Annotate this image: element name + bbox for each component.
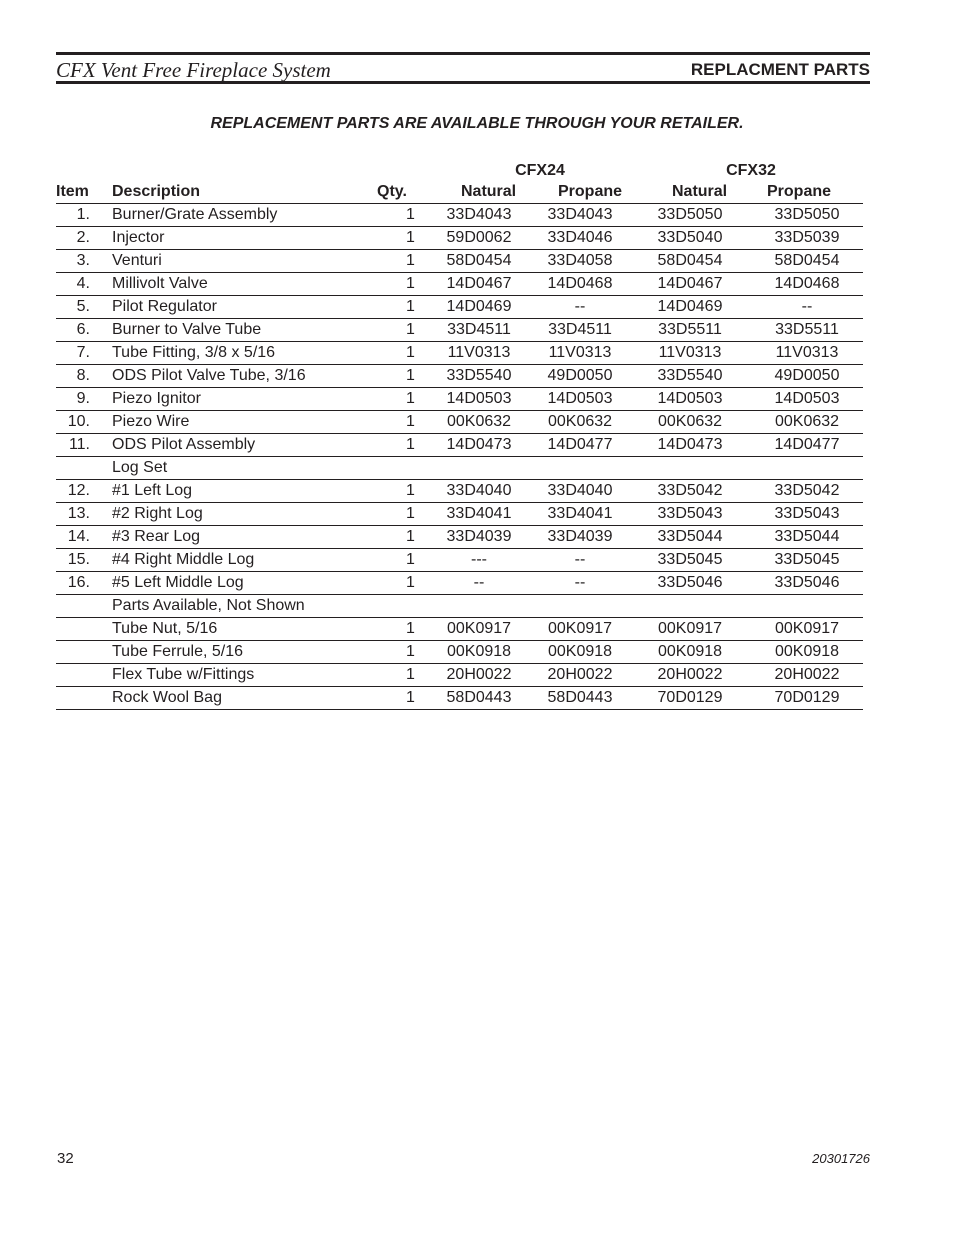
item-number-cell xyxy=(56,457,90,480)
cfx32-natural-cell: 33D5044 xyxy=(629,526,751,549)
cfx24-natural-cell: 00K0632 xyxy=(427,411,531,434)
cfx32-natural-cell xyxy=(629,457,751,480)
cfx32-propane-cell: 33D5050 xyxy=(751,204,863,227)
description-cell: Tube Nut, 5/16 xyxy=(90,618,394,641)
table-row xyxy=(56,342,863,365)
item-number-cell xyxy=(56,687,90,710)
description-cell: ODS Pilot Valve Tube, 3/16 xyxy=(90,365,394,388)
item-number-cell: 3. xyxy=(56,250,90,273)
description-cell: Log Set xyxy=(90,457,394,480)
group-header-cfx32: CFX32 xyxy=(726,162,776,179)
description-cell: #4 Right Middle Log xyxy=(90,549,394,572)
cfx24-natural-cell: --- xyxy=(427,549,531,572)
cfx32-natural-cell: 00K0917 xyxy=(629,618,751,641)
column-header-cfx32-natural: Natural xyxy=(672,183,728,200)
section-title: REPLACMENT PARTS xyxy=(690,60,870,79)
table-row xyxy=(56,457,863,480)
description-cell: #1 Left Log xyxy=(90,480,394,503)
cfx32-propane-cell: -- xyxy=(751,296,863,319)
cfx32-propane-cell: 33D5044 xyxy=(751,526,863,549)
item-number-cell xyxy=(56,664,90,687)
cfx24-propane-cell: 33D4041 xyxy=(531,503,629,526)
cfx32-propane-cell: 00K0918 xyxy=(751,641,863,664)
qty-cell: 1 xyxy=(394,480,427,503)
cfx32-natural-cell: 58D0454 xyxy=(629,250,751,273)
cfx32-propane-cell: 11V0313 xyxy=(751,342,863,365)
item-number-cell: 10. xyxy=(56,411,90,434)
description-cell: #5 Left Middle Log xyxy=(90,572,394,595)
cfx24-propane-cell: 11V0313 xyxy=(531,342,629,365)
cfx24-natural-cell: 59D0062 xyxy=(427,227,531,250)
cfx32-natural-cell: 33D5046 xyxy=(629,572,751,595)
cfx32-natural-cell: 33D5040 xyxy=(629,227,751,250)
cfx24-propane-cell: 00K0918 xyxy=(531,641,629,664)
cfx32-propane-cell xyxy=(751,457,863,480)
qty-cell: 1 xyxy=(394,434,427,457)
cfx24-propane-cell: 20H0022 xyxy=(531,664,629,687)
column-header-qty: Qty. xyxy=(377,183,407,200)
qty-cell: 1 xyxy=(394,227,427,250)
item-number-cell: 7. xyxy=(56,342,90,365)
table-row xyxy=(56,411,863,434)
cfx24-propane-cell: 49D0050 xyxy=(531,365,629,388)
cfx24-natural-cell: 14D0467 xyxy=(427,273,531,296)
table-row xyxy=(56,319,863,342)
cfx24-natural-cell: 11V0313 xyxy=(427,342,531,365)
item-number-cell: 14. xyxy=(56,526,90,549)
cfx24-propane-cell: 33D4040 xyxy=(531,480,629,503)
cfx24-natural-cell: 00K0917 xyxy=(427,618,531,641)
cfx24-natural-cell: 14D0473 xyxy=(427,434,531,457)
cfx32-propane-cell: 33D5045 xyxy=(751,549,863,572)
table-row xyxy=(56,549,863,572)
cfx24-propane-cell: 14D0503 xyxy=(531,388,629,411)
cfx32-natural-cell: 33D5042 xyxy=(629,480,751,503)
cfx32-natural-cell: 33D5511 xyxy=(629,319,751,342)
table-row xyxy=(56,296,863,319)
item-number-cell xyxy=(56,641,90,664)
description-cell: Burner to Valve Tube xyxy=(90,319,394,342)
cfx24-propane-cell: -- xyxy=(531,572,629,595)
item-number-cell: 8. xyxy=(56,365,90,388)
cfx32-natural-cell: 00K0918 xyxy=(629,641,751,664)
cfx24-natural-cell xyxy=(427,457,531,480)
cfx24-natural-cell: 33D4041 xyxy=(427,503,531,526)
cfx32-natural-cell: 00K0632 xyxy=(629,411,751,434)
cfx32-propane-cell: 49D0050 xyxy=(751,365,863,388)
table-row xyxy=(56,273,863,296)
cfx32-natural-cell: 33D5043 xyxy=(629,503,751,526)
table-row xyxy=(56,526,863,549)
page-number: 32 xyxy=(57,1150,74,1167)
description-cell: Piezo Wire xyxy=(90,411,394,434)
page-header xyxy=(56,52,870,84)
item-number-cell: 4. xyxy=(56,273,90,296)
description-cell: Tube Fitting, 3/8 x 5/16 xyxy=(90,342,394,365)
table-row xyxy=(56,480,863,503)
description-cell: ODS Pilot Assembly xyxy=(90,434,394,457)
cfx32-propane-cell: 00K0632 xyxy=(751,411,863,434)
qty-cell: 1 xyxy=(394,641,427,664)
cfx32-propane-cell: 33D5042 xyxy=(751,480,863,503)
qty-cell xyxy=(394,595,427,618)
cfx32-natural-cell: 14D0469 xyxy=(629,296,751,319)
item-number-cell: 9. xyxy=(56,388,90,411)
cfx24-natural-cell: 33D4043 xyxy=(427,204,531,227)
cfx32-natural-cell: 70D0129 xyxy=(629,687,751,710)
qty-cell: 1 xyxy=(394,388,427,411)
cfx24-natural-cell xyxy=(427,595,531,618)
description-cell: Parts Available, Not Shown xyxy=(90,595,394,618)
cfx24-propane-cell xyxy=(531,595,629,618)
item-number-cell: 16. xyxy=(56,572,90,595)
cfx24-propane-cell: 33D4039 xyxy=(531,526,629,549)
cfx24-propane-cell: 14D0468 xyxy=(531,273,629,296)
cfx32-propane-cell: 20H0022 xyxy=(751,664,863,687)
item-number-cell: 1. xyxy=(56,204,90,227)
description-cell: #2 Right Log xyxy=(90,503,394,526)
table-row xyxy=(56,365,863,388)
item-number-cell: 11. xyxy=(56,434,90,457)
column-header-cfx24-natural: Natural xyxy=(461,183,517,200)
item-number-cell xyxy=(56,618,90,641)
table-row xyxy=(56,687,863,710)
item-number-cell: 13. xyxy=(56,503,90,526)
cfx32-propane-cell: 70D0129 xyxy=(751,687,863,710)
qty-cell: 1 xyxy=(394,342,427,365)
cfx24-propane-cell: 14D0477 xyxy=(531,434,629,457)
cfx24-propane-cell: 00K0917 xyxy=(531,618,629,641)
table-row xyxy=(56,595,863,618)
description-cell: Rock Wool Bag xyxy=(90,687,394,710)
item-number-cell: 5. xyxy=(56,296,90,319)
parts-table-body xyxy=(56,204,863,710)
cfx24-natural-cell: 58D0443 xyxy=(427,687,531,710)
qty-cell: 1 xyxy=(394,273,427,296)
table-row xyxy=(56,618,863,641)
cfx32-propane-cell: 14D0468 xyxy=(751,273,863,296)
item-number-cell: 15. xyxy=(56,549,90,572)
cfx32-propane-cell: 33D5043 xyxy=(751,503,863,526)
cfx24-natural-cell: 20H0022 xyxy=(427,664,531,687)
cfx32-natural-cell: 14D0503 xyxy=(629,388,751,411)
description-cell: Millivolt Valve xyxy=(90,273,394,296)
cfx24-natural-cell: 33D4039 xyxy=(427,526,531,549)
qty-cell: 1 xyxy=(394,526,427,549)
availability-notice: REPLACEMENT PARTS ARE AVAILABLE THROUGH YOUR RETAILER. xyxy=(210,115,744,132)
table-row xyxy=(56,434,863,457)
description-cell: Piezo Ignitor xyxy=(90,388,394,411)
qty-cell: 1 xyxy=(394,365,427,388)
cfx24-natural-cell: 14D0503 xyxy=(427,388,531,411)
qty-cell: 1 xyxy=(394,319,427,342)
qty-cell: 1 xyxy=(394,549,427,572)
cfx24-propane-cell: -- xyxy=(531,296,629,319)
column-header-cfx24-propane: Propane xyxy=(558,183,623,200)
qty-cell: 1 xyxy=(394,250,427,273)
qty-cell: 1 xyxy=(394,572,427,595)
cfx32-propane-cell: 33D5039 xyxy=(751,227,863,250)
cfx24-propane-cell: 00K0632 xyxy=(531,411,629,434)
table-row xyxy=(56,388,863,411)
cfx24-propane-cell: 58D0443 xyxy=(531,687,629,710)
column-header-description: Description xyxy=(112,183,201,200)
cfx32-propane-cell: 33D5511 xyxy=(751,319,863,342)
cfx24-propane-cell: 33D4046 xyxy=(531,227,629,250)
qty-cell: 1 xyxy=(394,687,427,710)
column-header-item: Item xyxy=(56,183,89,200)
cfx32-natural-cell: 33D5045 xyxy=(629,549,751,572)
description-cell: Flex Tube w/Fittings xyxy=(90,664,394,687)
cfx32-propane-cell: 58D0454 xyxy=(751,250,863,273)
description-cell: Burner/Grate Assembly xyxy=(90,204,394,227)
cfx24-propane-cell: 33D4043 xyxy=(531,204,629,227)
cfx24-natural-cell: 14D0469 xyxy=(427,296,531,319)
qty-cell: 1 xyxy=(394,618,427,641)
cfx32-natural-cell xyxy=(629,595,751,618)
table-row xyxy=(56,250,863,273)
table-row xyxy=(56,204,863,227)
description-cell: #3 Rear Log xyxy=(90,526,394,549)
table-row xyxy=(56,503,863,526)
table-row xyxy=(56,641,863,664)
description-cell: Injector xyxy=(90,227,394,250)
parts-table xyxy=(56,203,863,710)
cfx24-natural-cell: 33D4040 xyxy=(427,480,531,503)
qty-cell xyxy=(394,457,427,480)
item-number-cell: 2. xyxy=(56,227,90,250)
cfx32-propane-cell: 00K0917 xyxy=(751,618,863,641)
cfx24-propane-cell: 33D4058 xyxy=(531,250,629,273)
cfx32-propane-cell xyxy=(751,595,863,618)
cfx32-natural-cell: 14D0467 xyxy=(629,273,751,296)
description-cell: Pilot Regulator xyxy=(90,296,394,319)
cfx32-natural-cell: 33D5050 xyxy=(629,204,751,227)
cfx24-natural-cell: 33D5540 xyxy=(427,365,531,388)
document-number: 20301726 xyxy=(812,1151,870,1166)
cfx24-natural-cell: 33D4511 xyxy=(427,319,531,342)
cfx24-natural-cell: -- xyxy=(427,572,531,595)
cfx24-propane-cell: 33D4511 xyxy=(531,319,629,342)
qty-cell: 1 xyxy=(394,296,427,319)
group-header-cfx24: CFX24 xyxy=(515,162,565,179)
document-title: CFX Vent Free Fireplace System xyxy=(56,58,331,82)
item-number-cell: 12. xyxy=(56,480,90,503)
cfx32-natural-cell: 11V0313 xyxy=(629,342,751,365)
column-header-cfx32-propane: Propane xyxy=(767,183,832,200)
cfx32-propane-cell: 33D5046 xyxy=(751,572,863,595)
cfx32-natural-cell: 20H0022 xyxy=(629,664,751,687)
qty-cell: 1 xyxy=(394,503,427,526)
description-cell: Tube Ferrule, 5/16 xyxy=(90,641,394,664)
cfx32-propane-cell: 14D0477 xyxy=(751,434,863,457)
cfx24-natural-cell: 58D0454 xyxy=(427,250,531,273)
description-cell: Venturi xyxy=(90,250,394,273)
table-row xyxy=(56,227,863,250)
cfx32-propane-cell: 14D0503 xyxy=(751,388,863,411)
item-number-cell xyxy=(56,595,90,618)
cfx32-natural-cell: 33D5540 xyxy=(629,365,751,388)
qty-cell: 1 xyxy=(394,204,427,227)
table-row xyxy=(56,572,863,595)
item-number-cell: 6. xyxy=(56,319,90,342)
qty-cell: 1 xyxy=(394,664,427,687)
cfx24-natural-cell: 00K0918 xyxy=(427,641,531,664)
cfx24-propane-cell xyxy=(531,457,629,480)
cfx24-propane-cell: -- xyxy=(531,549,629,572)
qty-cell: 1 xyxy=(394,411,427,434)
table-row xyxy=(56,664,863,687)
cfx32-natural-cell: 14D0473 xyxy=(629,434,751,457)
